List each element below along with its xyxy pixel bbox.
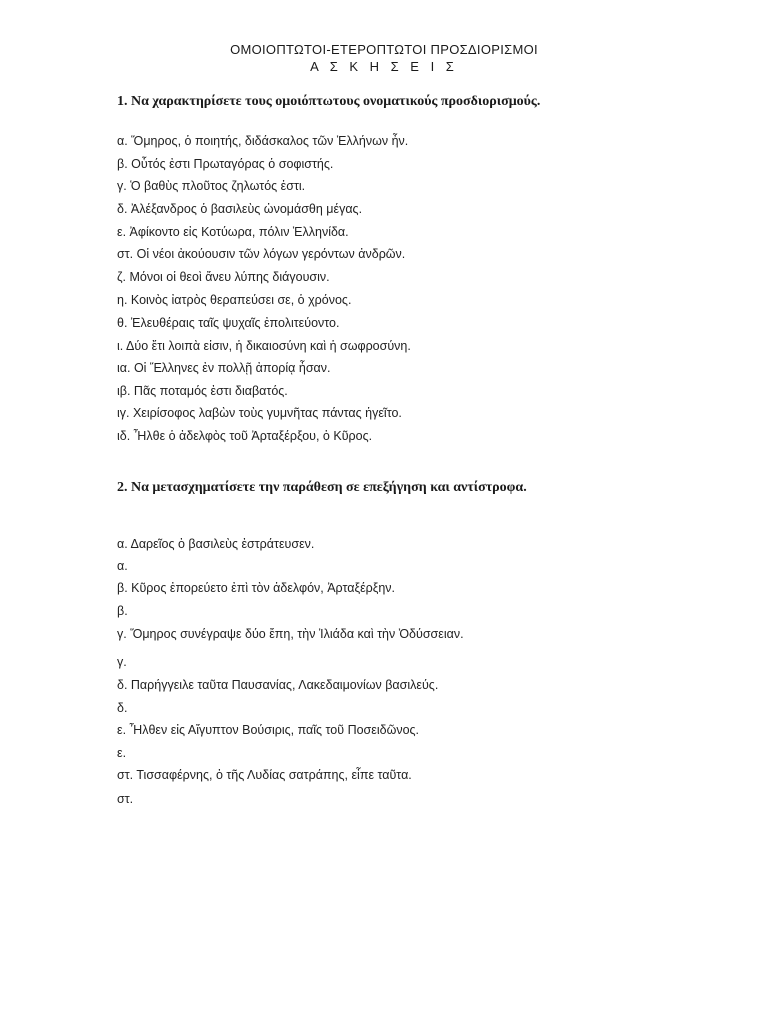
exercise-2-answer-line: α. xyxy=(117,559,128,573)
exercise-1-item: ια. Οἱ Ἕλληνες ἐν πολλῇ ἀπορίᾳ ἦσαν. xyxy=(117,361,331,375)
exercise-2-answer-line: ε. xyxy=(117,746,127,760)
exercise-2-answer-line: δ. xyxy=(117,701,128,715)
exercise-1-item: β. Οὗτός ἐστι Πρωταγόρας ὁ σοφιστής. xyxy=(117,157,334,171)
exercise-1-item: ιγ. Χειρίσοφος λαβὼν τοὺς γυμνῆτας πάντας ἡγεῖτο. xyxy=(117,406,402,420)
document-subtitle: Α Σ Κ Η Σ Ε Ι Σ xyxy=(310,59,458,74)
exercise-2-item: α. Δαρεῖος ὁ βασιλεὺς ἐστράτευσεν. xyxy=(117,537,315,551)
exercise-1-item: στ. Οἱ νέοι ἀκούουσιν τῶν λόγων γερόντων ἀνδρῶν. xyxy=(117,247,406,261)
document-title: ΟΜΟΙΟΠΤΩΤΟΙ-ΕΤΕΡΟΠΤΩΤΟΙ ΠΡΟΣΔΙΟΡΙΣΜΟΙ xyxy=(230,42,538,57)
exercise-1-heading: 1. Να χαρακτηρίσετε τους ομοιόπτωτους ονοματικούς προσδιορισμούς. xyxy=(117,94,541,109)
exercise-1-item: α. Ὅμηρος, ὁ ποιητής, διδάσκαλος τῶν Ἑλλήνων ἦν. xyxy=(117,134,409,148)
exercise-1-item: ζ. Μόνοι οἱ θεοὶ ἄνευ λύπης διάγουσιν. xyxy=(117,270,330,284)
exercise-1-item: ι. Δύο ἔτι λοιπὰ εἰσιν, ἡ δικαιοσύνη καὶ ἡ σωφροσύνη. xyxy=(117,339,411,353)
exercise-2-item: ε. Ἦλθεν εἰς Αἴγυπτον Βούσιρις, παῖς τοῦ Ποσειδῶνος. xyxy=(117,723,420,737)
exercise-2-answer-line: στ. xyxy=(117,792,134,806)
exercise-2-heading: 2. Να μετασχηματίσετε την παράθεση σε επεξήγηση και αντίστροφα. xyxy=(117,480,527,495)
exercise-2-item: γ. Ὅμηρος συνέγραψε δύο ἔπη, τὴν Ἰλιάδα καὶ τὴν Ὀδύσσειαν. xyxy=(117,627,464,641)
exercise-2-answer-line: γ. xyxy=(117,655,127,669)
exercise-1-item: η. Κοινὸς ἰατρὸς θεραπεύσει σε, ὁ χρόνος. xyxy=(117,293,352,307)
exercise-1-item: δ. Ἀλέξανδρος ὁ βασιλεὺς ὠνομάσθη μέγας. xyxy=(117,202,363,216)
exercise-1-item: ιβ. Πᾶς ποταμός ἐστι διαβατός. xyxy=(117,384,288,398)
exercise-2-item: β. Κῦρος ἐπορεύετο ἐπὶ τὸν ἀδελφόν, Ἀρταξέρξην. xyxy=(117,581,396,595)
exercise-2-item: δ. Παρήγγειλε ταῦτα Παυσανίας, Λακεδαιμονίων βασιλεύς. xyxy=(117,678,439,692)
exercise-1-item: θ. Ἐλευθέραις ταῖς ψυχαῖς ἐπολιτεύοντο. xyxy=(117,316,340,330)
exercise-1-item: γ. Ὁ βαθὺς πλοῦτος ζηλωτός ἐστι. xyxy=(117,179,306,193)
exercise-2-answer-line: β. xyxy=(117,604,128,618)
exercise-1-item: ε. Ἀφίκοντο εἰς Κοτύωρα, πόλιν Ἑλληνίδα. xyxy=(117,225,349,239)
exercise-1-item: ιδ. Ἦλθε ὁ ἀδελφὸς τοῦ Ἀρταξέρξου, ὁ Κῦρος. xyxy=(117,429,373,443)
exercise-2-item: στ. Τισσαφέρνης, ὁ τῆς Λυδίας σατράπης, εἶπε ταῦτα. xyxy=(117,768,412,782)
